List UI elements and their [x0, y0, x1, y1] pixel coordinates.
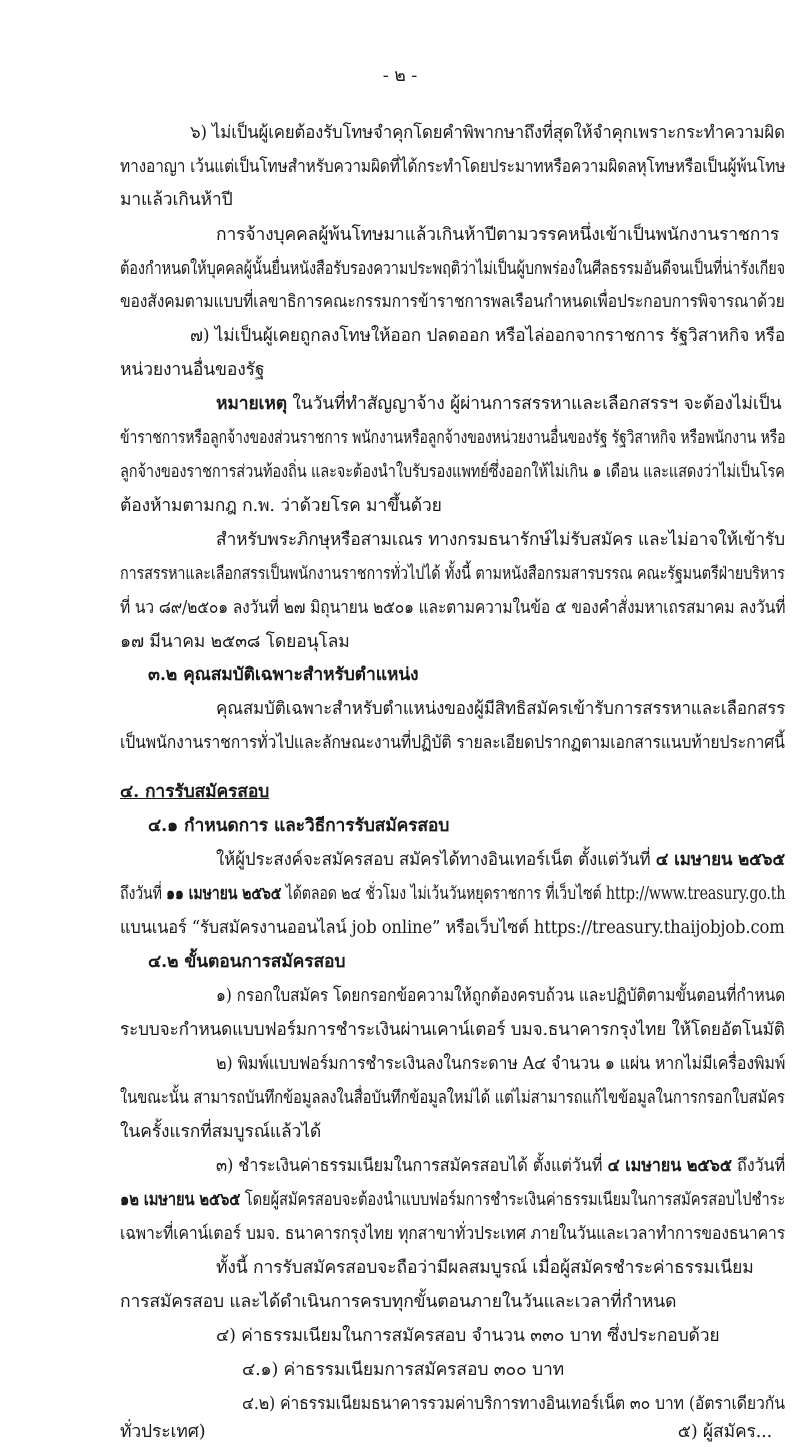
- step-4-2-line-1: ๔.๒) ค่าธรรมเนียมธนาคารรวมค่าบริการทางอินเทอร์เน็ต ๓๐ บาท (อัตราเดียวกัน: [242, 1394, 785, 1414]
- section-4-1-heading: ๔.๑ กำหนดการ และวิธีการรับสมัครสอบ: [148, 816, 450, 836]
- step-2-line-3: ในครั้งแรกที่สมบูรณ์แล้วได้: [120, 1122, 322, 1142]
- hiring-line-1: การจ้างบุคคลผู้พ้นโทษมาแล้วเกินห้าปีตามวรรคหนึ่งเข้าเป็นพนักงานราชการ: [216, 225, 780, 245]
- section-4-2-heading: ๔.๒ ขั้นตอนการสมัครสอบ: [148, 952, 346, 972]
- note-line-2: ข้าราชการหรือลูกจ้างของส่วนราชการ พนักงานหรือลูกจ้างของหน่วยงานอื่นของรัฐ รัฐวิสาหกิจ หรือพนักงาน หรือ: [120, 428, 786, 448]
- payment-start-date: ๔ เมษายน ๒๕๖๕: [607, 1156, 732, 1176]
- section-3-2-heading: ๓.๒ คุณสมบัติเฉพาะสำหรับตำแหน่ง: [148, 665, 419, 685]
- step-3-line-3: เฉพาะที่เคาน์เตอร์ บมจ. ธนาคารกรุงไทย ทุกสาขาทั่วประเทศ ภายในวันและเวลาทำการของธนาคาร: [120, 1224, 786, 1244]
- hiring-line-2: ต้องกำหนดให้บุคคลผู้นั้นยื่นหนังสือรับรองความประพฤติว่าไม่เป็นผู้บกพร่องในศีลธรรมอันดีจนเป็นที่น่ารังเกียจ: [120, 259, 786, 279]
- monks-line-3: ที่ นว ๘๙/๒๕๐๑ ลงวันที่ ๒๗ มิถุนายน ๒๕๐๑ และตามความในข้อ ๕ ของคำสั่งมหาเถรสมาคม ลงวันที่: [120, 598, 786, 618]
- step-4-2-line-2: ทั่วประเทศ): [120, 1422, 206, 1442]
- note-label: หมายเหตุ: [216, 394, 287, 414]
- hiring-line-3: ของสังคมตามแบบที่เลขาธิการคณะกรรมการข้าราชการพลเรือนกำหนดเพื่อประกอบการพิจารณาด้วย: [120, 292, 785, 312]
- step-4-line: ๔) ค่าธรรมเนียมในการสมัครสอบ จำนวน ๓๓๐ บาท ซึ่งประกอบด้วย: [216, 1326, 720, 1346]
- monks-line-2: การสรรหาและเลือกสรรเป็นพนักงานราชการทั่วไปได้ ทั้งนี้ ตามหนังสือกรมสารบรรณ คณะรัฐมนตรีฝ่ายบริหาร: [120, 564, 785, 584]
- clause-6-line-3: มาแล้วเกินห้าปี: [120, 190, 233, 210]
- step-3-line-1: ๓) ชำระเงินค่าธรรมเนียมในการสมัครสอบได้ ตั้งแต่วันที่ ๔ เมษายน ๒๕๖๕ ถึงวันที่: [216, 1156, 786, 1176]
- monks-line-1: สำหรับพระภิกษุหรือสามเณร ทางกรมธนารักษ์ไม่รับสมัคร และไม่อาจให้เข้ารับ: [216, 530, 785, 550]
- page-number: - ๒ -: [382, 66, 418, 86]
- step-2-line-1: ๒) พิมพ์แบบฟอร์มการชำระเงินลงในกระดาษ A๔ จำนวน ๑ แผ่น หากไม่มีเครื่องพิมพ์: [216, 1054, 786, 1074]
- step-3-line-2: ๑๒ เมษายน ๒๕๖๕ โดยผู้สมัครสอบจะต้องนำแบบฟอร์มการชำระเงินค่าธรรมเนียมในการสมัครสอบไปชำระ: [120, 1190, 786, 1210]
- clause-7-line-1: ๗) ไม่เป็นผู้เคยถูกลงโทษให้ออก ปลดออก หรือไล่ออกจากราชการ รัฐวิสาหกิจ หรือ: [190, 326, 786, 346]
- step-4-1-line: ๔.๑) ค่าธรรมเนียมการสมัครสอบ ๓๐๐ บาท: [242, 1360, 565, 1380]
- section-4-heading: ๔. การรับสมัครสอบ: [120, 782, 270, 802]
- section-3-2-line-2: เป็นพนักงานราชการทั่วไปและลักษณะงานที่ปฏิบัติ รายละเอียดปรากฏตามเอกสารแนบท้ายประกาศนี้: [120, 733, 785, 753]
- apply-start-date: ๔ เมษายน ๒๕๖๕: [655, 850, 786, 870]
- payment-end-date: ๑๒ เมษายน ๒๕๖๕: [120, 1190, 241, 1210]
- apply-end-date: ๑๑ เมษายน ๒๕๖๕: [166, 884, 282, 904]
- monks-line-4: ๑๗ มีนาคม ๒๕๓๘ โดยอนุโลม: [120, 632, 350, 652]
- section-4-1-line-3: แบนเนอร์ “รับสมัครงานออนไลน์ job online” หรือเว็บไซต์ https://treasury.thaijobjob.com: [120, 918, 785, 938]
- section-4-1-line-1: ให้ผู้ประสงค์จะสมัครสอบ สมัครได้ทางอินเทอร์เน็ต ตั้งแต่วันที่ ๔ เมษายน ๒๕๖๕: [216, 850, 786, 870]
- continued-marker: ๕) ผู้สมัคร...: [677, 1422, 772, 1442]
- note-line-3: ลูกจ้างของราชการส่วนท้องถิ่น และจะต้องนำใบรับรองแพทย์ซึ่งออกให้ไม่เกิน ๑ เดือน และแสดงว่าไม่เป็นโรค: [120, 462, 785, 482]
- note-line-4: ต้องห้ามตามกฎ ก.พ. ว่าด้วยโรค มาขึ้นด้วย: [120, 496, 442, 516]
- section-3-2-line-1: คุณสมบัติเฉพาะสำหรับตำแหน่งของผู้มีสิทธิสมัครเข้ารับการสรรหาและเลือกสรร: [216, 699, 786, 719]
- complete-line-2: การสมัครสอบ และได้ดำเนินการครบทุกขั้นตอนภายในวันและเวลาที่กำหนด: [120, 1292, 677, 1312]
- clause-6-line-1: ๖) ไม่เป็นผู้เคยต้องรับโทษจำคุกโดยคำพิพากษาถึงที่สุดให้จำคุกเพราะกระทำความผิด: [190, 123, 785, 143]
- note-line-1: [216, 392, 781, 416]
- step-1-line-2: ระบบจะกำหนดแบบฟอร์มการชำระเงินผ่านเคาน์เตอร์ บมจ.ธนาคารกรุงไทย ให้โดยอัตโนมัติ: [120, 1020, 785, 1040]
- note-line-1-text: ในวันที่ทำสัญญาจ้าง ผู้ผ่านการสรรหาและเลือกสรรฯ จะต้องไม่เป็น: [286, 394, 782, 414]
- clause-6-line-2: ทางอาญา เว้นแต่เป็นโทษสำหรับความผิดที่ได้กระทำโดยประมาทหรือความผิดลหุโทษหรือเป็นผู้พ้นโทษ: [120, 157, 786, 177]
- step-1-line-1: ๑) กรอกใบสมัคร โดยกรอกข้อความให้ถูกต้องครบถ้วน และปฏิบัติตามขั้นตอนที่กำหนด: [216, 986, 786, 1006]
- step-2-line-2: ในขณะนั้น สามารถบันทึกข้อมูลลงในสื่อบันทึกข้อมูลใหม่ได้ แต่ไม่สามารถแก้ไขข้อมูลในการกรอกใบสมัคร: [120, 1088, 785, 1108]
- complete-line-1: ทั้งนี้ การรับสมัครสอบจะถือว่ามีผลสมบูรณ์ เมื่อผู้สมัครชำระค่าธรรมเนียม: [216, 1258, 754, 1278]
- clause-7-line-2: หน่วยงานอื่นของรัฐ: [120, 360, 265, 380]
- section-4-1-line-2: ถึงวันที่ ๑๑ เมษายน ๒๕๖๕ ได้ตลอด ๒๔ ชั่วโมง ไม่เว้นวันหยุดราชการ ที่เว็บไซต์ http://www.treasury.go.th: [120, 884, 786, 904]
